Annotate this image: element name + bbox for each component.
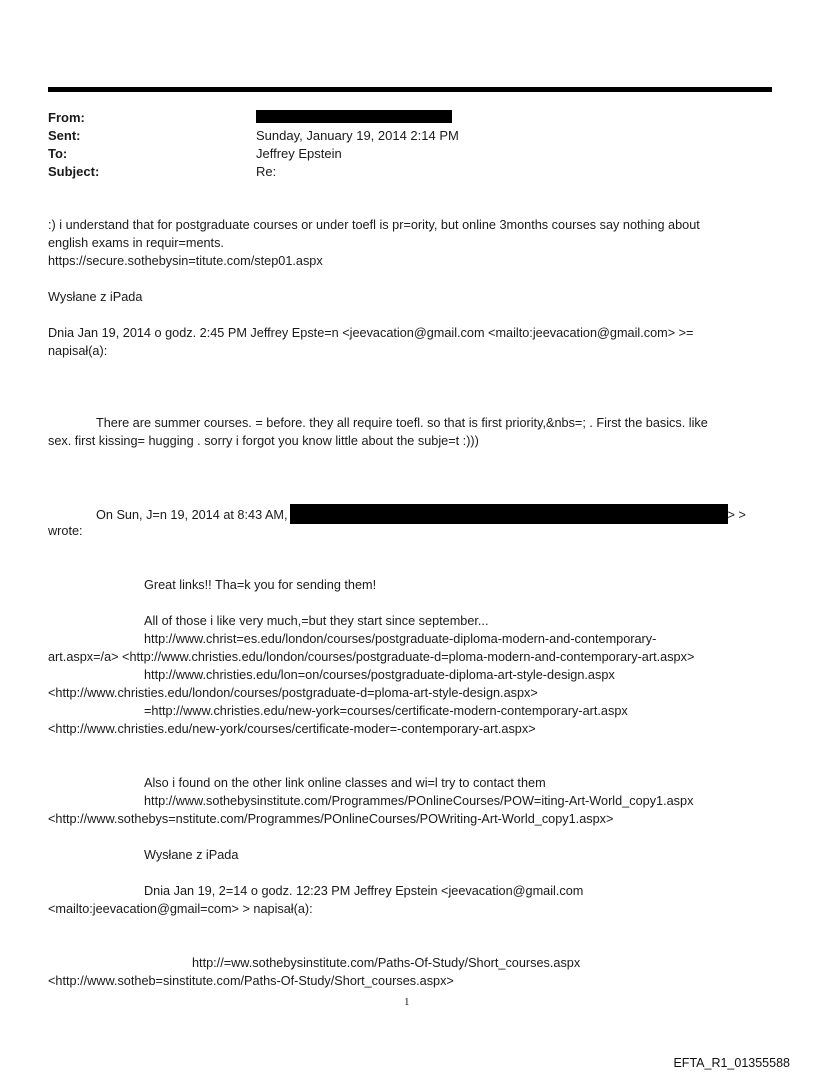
sender-redaction	[290, 504, 728, 524]
quote-header-line: wrote:	[48, 524, 83, 538]
from-label: From:	[48, 110, 85, 125]
link-line[interactable]: art.aspx=/a> <http://www.christies.edu/london/courses/postgraduate-d=ploma-modern-and-contemporary-art.aspx>	[48, 650, 695, 664]
link-line[interactable]: http://www.christ=es.edu/london/courses/postgraduate-diploma-modern-and-contemporary-	[144, 632, 657, 646]
link-line[interactable]: <http://www.sothebys=nstitute.com/Programmes/POnlineCourses/POWriting-Art-World_copy1.aspx>	[48, 812, 614, 826]
quote-header-text: On Sun, J=n 19, 2014 at 8:43 AM,	[96, 508, 288, 522]
link-line[interactable]: =http://www.christies.edu/new-york=courses/certificate-modern-contemporary-art.aspx	[144, 704, 628, 718]
signature-line: Wysłane z iPada	[48, 290, 143, 304]
sent-label: Sent:	[48, 128, 81, 143]
quote-header-line: <mailto:jeevacation@gmail=com> > napisał(a):	[48, 902, 313, 916]
link-line[interactable]: <http://www.christies.edu/london/courses/postgraduate-d=ploma-art-style-design.aspx>	[48, 686, 538, 700]
sent-value: Sunday, January 19, 2014 2:14 PM	[256, 128, 459, 143]
quote-header-tail: > >	[727, 508, 746, 522]
subject-label: Subject:	[48, 164, 100, 179]
body-line: :) i understand that for postgraduate courses or under toefl is pr=ority, but online 3months courses say nothing about	[48, 218, 700, 232]
link-line[interactable]: https://secure.sothebysin=titute.com/step01.aspx	[48, 254, 323, 268]
to-value: Jeffrey Epstein	[256, 146, 342, 161]
body-line: There are summer courses. = before. they all require toefl. so that is first priority,&nbs=; . First the basics. like	[96, 416, 708, 430]
link-line[interactable]: http://www.sothebysinstitute.com/Programmes/POnlineCourses/POW=iting-Art-World_copy1.aspx	[144, 794, 694, 808]
to-label: To:	[48, 146, 68, 161]
link-line[interactable]: http://www.christies.edu/lon=on/courses/postgraduate-diploma-art-style-design.aspx	[144, 668, 615, 682]
body-line: english exams in requir=ments.	[48, 236, 224, 250]
document-id: EFTA_R1_01355588	[673, 1056, 790, 1070]
subject-value: Re:	[256, 164, 277, 179]
signature-line: Wysłane z iPada	[144, 848, 239, 862]
link-line[interactable]: <http://www.sotheb=sinstitute.com/Paths-Of-Study/Short_courses.aspx>	[48, 974, 454, 988]
from-redaction	[256, 110, 452, 128]
quote-header-line: napisał(a):	[48, 344, 108, 358]
body-line: Also i found on the other link online classes and wi=l try to contact them	[144, 776, 546, 790]
quote-header-line: Dnia Jan 19, 2=14 o godz. 12:23 PM Jeffrey Epstein <jeevacation@gmail.com	[144, 884, 584, 898]
body-line: sex. first kissing= hugging . sorry i forgot you know little about the subje=t :)))	[48, 434, 479, 448]
link-line[interactable]: <http://www.christies.edu/new-york/courses/certificate-moder=-contemporary-art.aspx>	[48, 722, 536, 736]
top-rule	[48, 87, 772, 92]
quote-header-line	[96, 504, 746, 524]
quote-header-line: Dnia Jan 19, 2014 o godz. 2:45 PM Jeffrey Epste=n <jeevacation@gmail.com <mailto:jeevacation@gmail.com> >=	[48, 326, 694, 340]
link-line[interactable]: http://=ww.sothebysinstitute.com/Paths-Of-Study/Short_courses.aspx	[192, 956, 581, 970]
body-line: Great links!! Tha=k you for sending them!	[144, 578, 377, 592]
body-line: All of those i like very much,=but they start since september...	[144, 614, 489, 628]
page-number: 1	[404, 996, 410, 1008]
